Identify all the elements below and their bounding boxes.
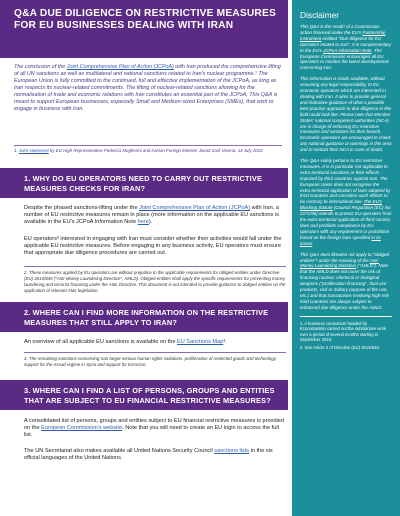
- footnote-number: 1.: [14, 148, 19, 153]
- section-3-text: . Note that you will need to create an EU login to access the full list.: [24, 425, 279, 439]
- disclaimer-footnotes: [300, 316, 392, 351]
- section-2-header: [0, 302, 288, 332]
- divider: [24, 266, 286, 267]
- disclaimer-text: ("AMLD"). Note that the AMLD does not cover the risk of financing nuclear, chemical or biological weapons ("proliferation financing", dual use products, civil or military purpose of the use, etc.) and that transactions involving high-risk third countries are always subject to enhanced due diligence under the AMLD.: [300, 263, 389, 310]
- header-banner: [0, 0, 288, 58]
- section-1-text: with Iran, a number of EU restrictive measures remain in place (more information on the applicable EU sanctions is available in the EU's JCPoA Information Note: [24, 205, 279, 226]
- section-1-footnote: 2. These measures applied by EU operators are without prejudice to the applicable requirements for obliged entities under Directive (EU) 2015/849 ("Anti-Money Laundering Directive", AMLD). Obliged entities shall apply the specific requirements for preventing money laundering and terrorist financing under the AML Directive. This document is not intended to provide guidance to obliged entities on the application of relevant AML legislation.: [24, 270, 286, 293]
- disclaimer-text: This Q&A does likewise not apply to "obliged entities"² under the meaning of the: [300, 251, 389, 263]
- information-note-link[interactable]: JCPoA Information Note: [323, 47, 372, 53]
- intro-text: with Iran produced the comprehensive lifting of all UN sanctions as well as multilateral and national sanctions related to Iran's nuclear programme.¹ The European Union is fully committed to the continued, full and effective implementation of the JCPoA, as long as Iran respects its nuclear-related commitments. The lifting of nuclear-related sanctions allowing for the normalisation of trade and economic relations with Iran constitutes an essential part of the JCPoA. This Q&A is meant to support European businesses, especially Small and Medium-sized Enterprises (SMEs), that wish to engage in business with Iran.: [14, 64, 281, 112]
- intro-paragraph: [14, 64, 282, 113]
- disclaimer-text: . The European Commission encourages all EU operators to monitor the latest developments concerning Iran.: [300, 47, 390, 71]
- section-3-paragraph-2: [24, 448, 286, 462]
- section-2-paragraph: [24, 339, 286, 346]
- divider: [14, 145, 282, 146]
- un-sanctions-lists-link[interactable]: sanctions lists: [214, 448, 250, 454]
- section-3-header: [0, 380, 288, 410]
- section-3-text: The UN Secretariat also makes available all United Nations Security Council: [24, 448, 215, 454]
- section-2-footnote: 3. The remaining sanctions concerning Iran target serious human rights violations, proliferation of restricted goods and technology, support for the Assad regime in Syria and support for terrorism.: [24, 356, 277, 367]
- page-title: Q&A DUE DILIGENCE ON RESTRICTIVE MEASURES FOR EU BUSINESSES DEALING WITH IRAN: [14, 8, 276, 31]
- partnership-instrument-link[interactable]: Partnership Instrument: [300, 29, 386, 41]
- intro-text: The conclusion of the: [14, 64, 67, 70]
- amld-link[interactable]: Anti-Money Laundering Directive: [300, 257, 379, 269]
- disclaimer-paragraph-2: This information is made available, without assuming any legal responsibility, to EU economic operators which are interested in dealing with Iran. It aims to provide general and indicative guidance of what a possible best practice approach to due diligence in this field could look like. Please note that Member States' national competent authorities (NCA) are in charge of enforcing EU restrictive measures and sanctions for their breach. Economic operators are encouraged to check any national guidance or warnings in this area and to contact their NCA in case of doubt.: [300, 76, 392, 153]
- jcpoa-link[interactable]: Joint Comprehensive Plan of Action (JCPoA): [139, 205, 251, 211]
- section-2-text: An overview of all applicable EU sanctions is available on the: [24, 339, 177, 345]
- jcpoa-link[interactable]: Joint Comprehensive Plan of Action (JCPoA): [66, 64, 174, 70]
- joint-statement-link[interactable]: Joint statement: [18, 148, 49, 153]
- disclaimer-text: This Q&A is the result¹ of a Commission action financed under the EU's: [300, 24, 380, 35]
- section-1-text: ).: [148, 219, 153, 226]
- section-3-title: 3. WHERE CAN I FIND A LIST OF PERSONS, GROUPS AND ENTITIES THAT ARE SUBJECT TO EU FINANCIAL RESTRICTIVE MEASURES?: [24, 386, 275, 405]
- section-2-title: 2. WHERE CAN I FIND MORE INFORMATION ON THE RESTRICTIVE MEASURES THAT STILL APPLY TO IRAN?: [24, 308, 269, 327]
- sanctions-map-link[interactable]: EU Sanctions Map: [176, 339, 224, 345]
- disclaimer-text: entitled "Due diligence for EU operators related to Iran". It is complementary to the EU's: [300, 35, 392, 53]
- section-1-text: Despite the phased sanctions-lifting under the: [24, 205, 140, 211]
- section-2-text: ³.: [223, 339, 227, 345]
- disclaimer-title: Disclaimer: [300, 10, 340, 20]
- commission-website-link[interactable]: European Commission's website: [41, 425, 123, 432]
- disclaimer-sidebar: [292, 0, 400, 516]
- disclaimer-footnote-1: 1. A business consortium headed by EconoSanktio carried out the substantive work over a period of several months starting in September 2019.: [300, 320, 387, 342]
- footnote-text: by EU High Representative Federica Mogherini and Iranian Foreign Minister Javad Zarif Vienna, 14 July 2015: [48, 148, 263, 153]
- section-3-text: in the six official languages of the United Nations.: [24, 448, 273, 462]
- divider: [24, 352, 286, 353]
- disclaimer-paragraph-1: [300, 24, 392, 71]
- information-note-link[interactable]: here: [137, 219, 149, 226]
- disclaimer-text: (Council Regulation (EC) No 2271/96) intends to protect EU operators from the extra-territorial application of third country laws and prohibits compliance by EU operators with any requirement or prohibition based on the foreign laws specified: [300, 205, 392, 240]
- disclaimer-text: This Q&A solely pertains to EU restrictive measures. It is in particular not applicable to extra-territorial sanctions or their effects imposed by third countries against Iran. The European Union does not recognise the extra-territorial application of laws adopted by third countries and considers such effects to be contrary to international law.: [300, 158, 391, 205]
- disclaimer-paragraph-3: [300, 158, 392, 247]
- section-3-text: A consolidated list of persons, groups and entities subject to EU financial restrictive measures is provided on the: [24, 418, 284, 432]
- section-3-paragraph-1: [24, 418, 286, 440]
- section-1-paragraph-2: EU operators² interested in engaging with Iran must consider whether their activities would fall under the applicable EU restrictive measures. Before engaging in any business activity, EU operators must ensure that appropriate due diligence procedures are carried out.: [24, 236, 282, 257]
- section-1-title: 1. WHY DO EU OPERATORS NEED TO CARRY OUT RESTRICTIVE MEASURES CHECKS FOR IRAN?: [24, 174, 263, 193]
- section-1-paragraph-1: [24, 205, 286, 227]
- disclaimer-text: .: [312, 240, 314, 246]
- blocking-statute-link[interactable]: The EU's Blocking Statute: [300, 199, 382, 211]
- annex-link[interactable]: in its annex: [300, 234, 381, 246]
- intro-footnote: [14, 148, 282, 154]
- section-1-header: [0, 168, 288, 198]
- disclaimer-paragraph-4: [300, 252, 392, 311]
- disclaimer-footnote-2: 2. See Article 2 of Directive (EU) 2015/849.: [300, 345, 380, 351]
